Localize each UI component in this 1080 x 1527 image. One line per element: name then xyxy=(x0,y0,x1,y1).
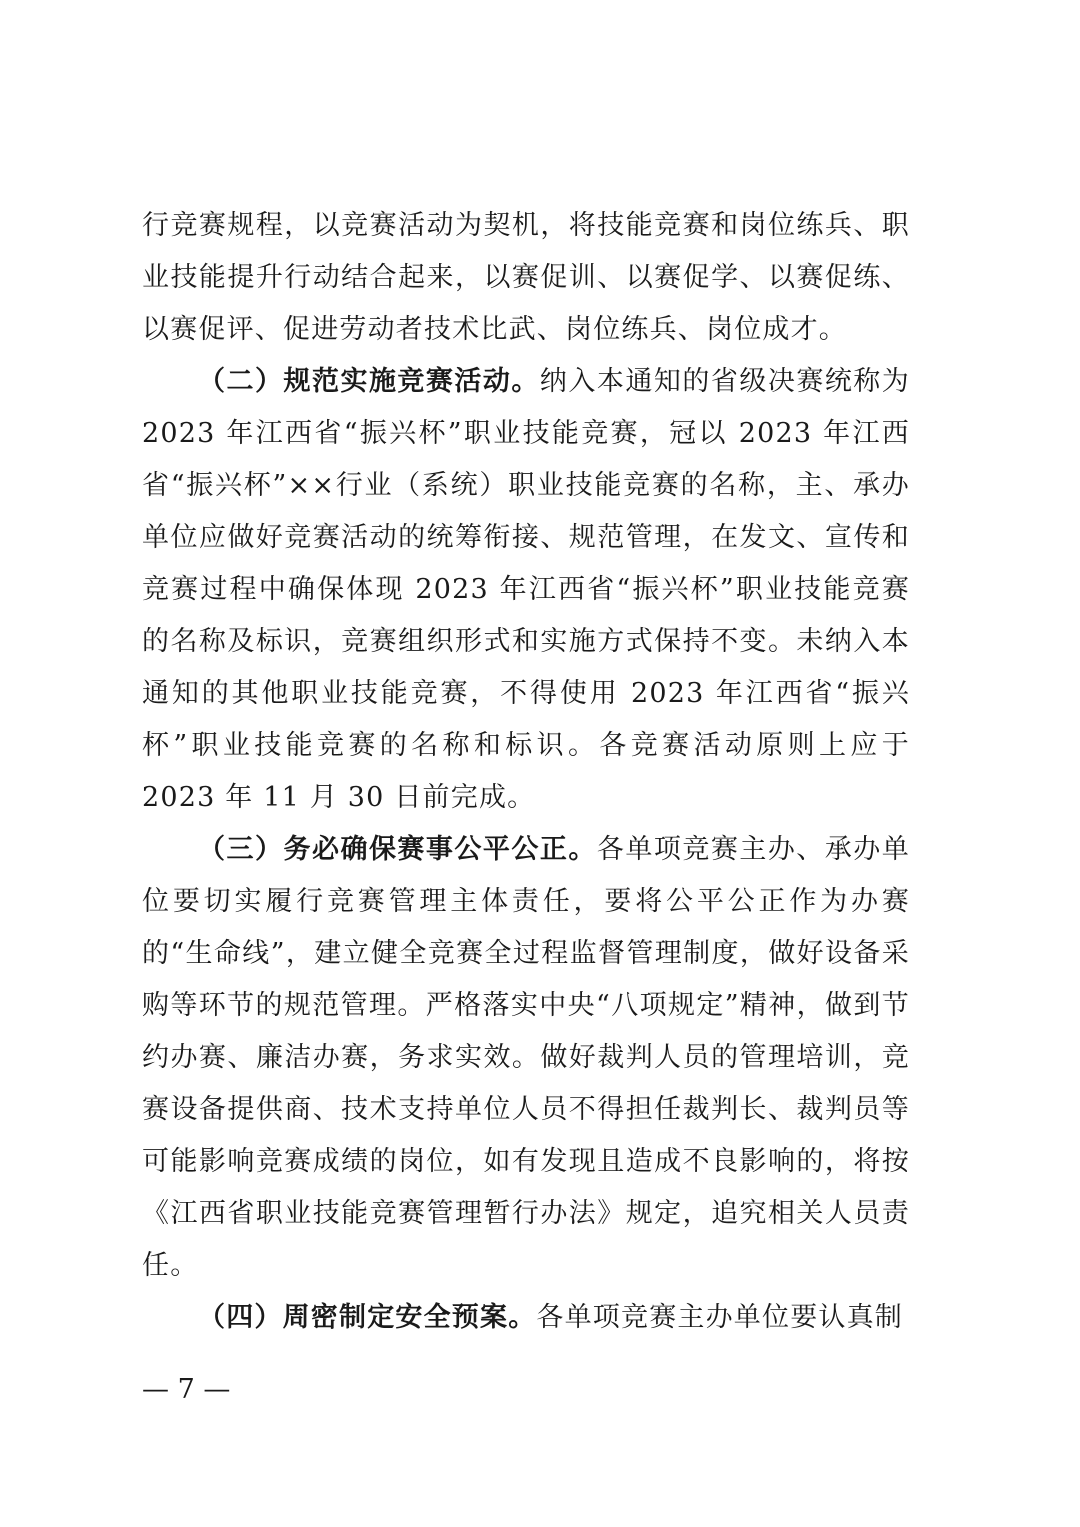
page-number: — 7 — xyxy=(142,1374,231,1405)
paragraph-text: 行竞赛规程，以竞赛活动为契机，将技能竞赛和岗位练兵、职业技能提升行动结合起来，以赛促训、以赛促学、以赛促练、以赛促评、促进劳动者技术比武、岗位练兵、岗位成才。 xyxy=(142,210,910,345)
paragraph-text: 各单项竞赛主办、承办单位要切实履行竞赛管理主体责任，要将公平公正作为办赛的“生命线”，建立健全竞赛全过程监督管理制度，做好设备采购等环节的规范管理。严格落实中央“八项规定”精神，做到节约办赛、廉洁办赛，务求实效。做好裁判人员的管理培训，竞赛设备提供商、技术支持单位人员不得担任裁判长、裁判员等可能影响竞赛成绩的岗位，如有发现且造成不良影响的，将按《江西省职业技能竞赛管理暂行办法》规定，追究相关人员责任。 xyxy=(142,834,910,1281)
section-heading: （二）规范实施竞赛活动。 xyxy=(198,366,540,397)
body-text xyxy=(142,200,910,1344)
paragraph-section-4 xyxy=(142,1292,910,1344)
section-heading: （三）务必确保赛事公平公正。 xyxy=(198,834,597,865)
paragraph-section-2 xyxy=(142,356,910,824)
paragraph-continuation xyxy=(142,200,910,356)
paragraph-section-3 xyxy=(142,824,910,1292)
paragraph-text: 纳入本通知的省级决赛统称为 2023 年江西省“振兴杯”职业技能竞赛，冠以 2023 年江西省“振兴杯”××行业（系统）职业技能竞赛的名称，主、承办单位应做好竞赛活动的统筹衔接、规范管理，在发文、宣传和竞赛过程中确保体现 2023 年江西省“振兴杯”职业技能竞赛的名称及标识，竞赛组织形式和实施方式保持不变。未纳入本通知的其他职业技能竞赛，不得使用 2023 年江西省“振兴杯”职业技能竞赛的名称和标识。各竞赛活动原则上应于 2023 年 11 月 30 日前完成。 xyxy=(142,366,910,813)
section-heading: （四）周密制定安全预案。 xyxy=(198,1302,537,1333)
paragraph-text: 各单项竞赛主办单位要认真制 xyxy=(536,1302,904,1333)
